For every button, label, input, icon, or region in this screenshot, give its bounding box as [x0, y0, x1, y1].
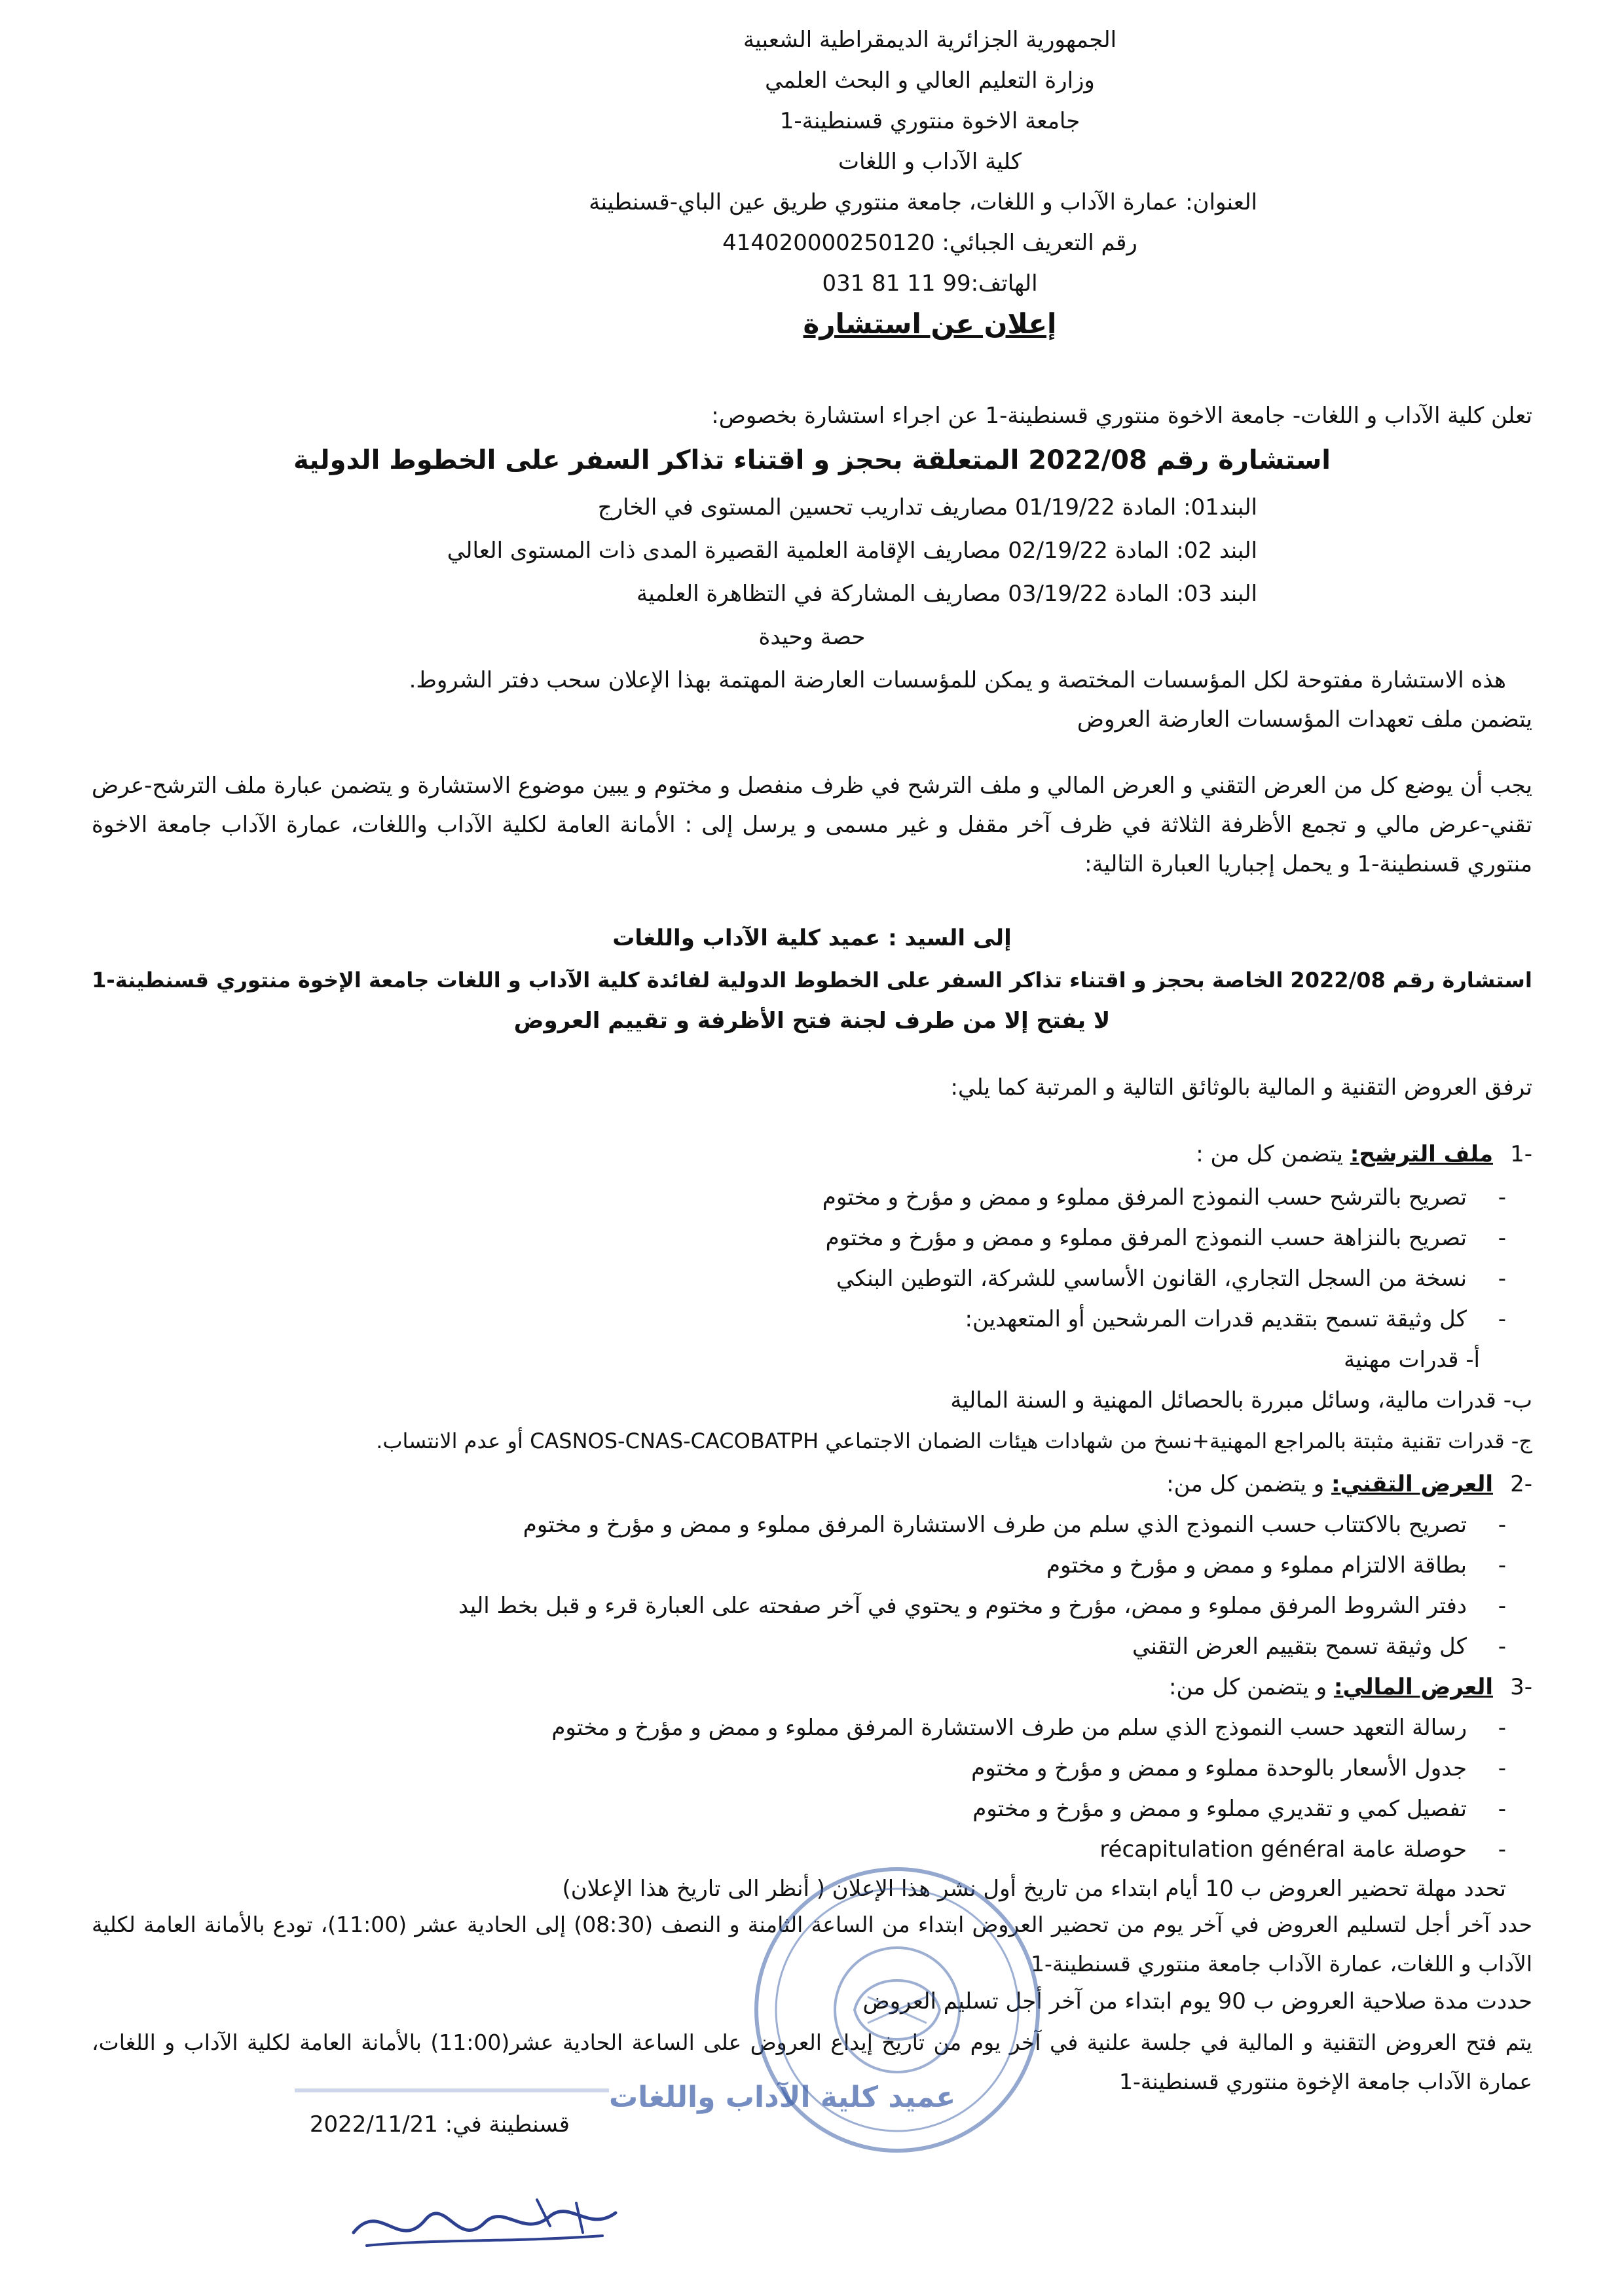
section-candidacy-title: ملف الترشح: — [1350, 1141, 1493, 1167]
validity-period: حددت مدة صلاحية العروض ب 90 يوم ابتداء من آخر أجل تسليم العروض — [862, 1988, 1532, 2014]
envelope-subject: استشارة رقم 2022/08 الخاصة بحجز و اقتناء تذاكر السفر على الخطوط الدولية لفائدة كلية الآداب و اللغات جامعة الإخوة منتوري قسنطينة-1 — [92, 968, 1532, 993]
consultation-title: استشارة رقم 2022/08 المتعلقة بحجز و اقتناء تذاكر السفر على الخطوط الدولية — [293, 445, 1331, 475]
section-technical-header: -2العرض التقني: و يتضمن كل من: — [1166, 1471, 1532, 1497]
signature-date: قسنطينة في: 2022/11/21 — [309, 2111, 570, 2138]
list-item: -تصريح بالترشح حسب النموذج المرفق مملوء و ممض و مؤرخ و مختوم — [822, 1184, 1506, 1211]
sub-item: ب- قدرات مالية، وسائل مبررة بالحصائل المهنية و السنة المالية — [950, 1387, 1532, 1413]
section-technical-title: العرض التقني: — [1331, 1471, 1493, 1497]
list-item: -تصريح بالنزاهة حسب النموذج المرفق مملوء و ممض و مؤرخ و مختوم — [825, 1225, 1506, 1251]
handwritten-signature — [341, 2187, 629, 2259]
open-consultation-text: هذه الاستشارة مفتوحة لكل المؤسسات المختصة و يمكن للمؤسسات العارضة المهتمة بهذا الإعلان سحب دفتر الشروط. — [409, 667, 1506, 693]
list-item: -كل وثيقة تسمح بتقديم قدرات المرشحين أو المتعهدين: — [965, 1306, 1506, 1332]
ministry-name: وزارة التعليم العالي و البحث العلمي — [765, 67, 1095, 94]
tender-contents-text: يتضمن ملف تعهدات المؤسسات العارضة العروض — [1077, 706, 1532, 733]
university-name: جامعة الاخوة منتوري قسنطينة-1 — [779, 108, 1080, 134]
preparation-deadline: تحدد مهلة تحضير العروض ب 10 أيام ابتداء من تاريخ أول نشر هذا الإعلان ( أنظر الى تاريخ هذا الإعلان) — [562, 1876, 1506, 1902]
page-title: إعلان عن استشارة — [803, 308, 1057, 340]
sub-item: ج- قدرات تقنية مثبتة بالمراجع المهنية+نسخ من شهادات هيئات الضمان الاجتماعي CASNOS-CNAS-CACOBATPH أو عدم الانتساب. — [376, 1429, 1532, 1453]
institution-stamp — [733, 1846, 1061, 2174]
phone: الهاتف:99 11 81 031 — [822, 270, 1038, 297]
list-item: -دفتر الشروط المرفق مملوء و ممض، مؤرخ و مختوم و يحتوي في آخر صفحته على العبارة قرء و قبل بخط اليد — [458, 1593, 1506, 1619]
budget-item-3: البند 03: المادة 03/19/22 مصاريف المشاركة في التظاهرة العلمية — [637, 581, 1257, 607]
section-candidacy-header: -1ملف الترشح: يتضمن كل من : — [1196, 1141, 1532, 1167]
opening-session: يتم فتح العروض التقنية و المالية في جلسة علنية في آخر يوم من تاريخ إيداع العروض على الساعة الحادية عشر(11:00) بالأمانة العامة لكلية الآداب و اللغات، عمارة الآداب جامعة الإخوة منتوري قسنطينة-1 — [92, 2030, 1532, 2094]
list-item: -نسخة من السجل التجاري، القانون الأساسي للشركة، التوطين البنكي — [836, 1266, 1506, 1292]
list-item: -رسالة التعهد حسب النموذج الذي سلم من طرف الاستشارة المرفق مملوء و ممض و مؤرخ و مختوم — [551, 1715, 1506, 1741]
envelope-notice: لا يفتح إلا من طرف لجنة فتح الأظرفة و تقييم العروض — [513, 1008, 1111, 1034]
sub-item: أ- قدرات مهنية — [1344, 1347, 1480, 1373]
list-item: -بطاقة الالتزام مملوء و ممض و مؤرخ و مختوم — [1046, 1552, 1506, 1578]
faculty-name: كلية الآداب و اللغات — [838, 149, 1022, 175]
section-financial-title: العرض المالي: — [1333, 1674, 1493, 1700]
budget-item-1: البند01: المادة 01/19/22 مصاريف تداريب تحسين المستوى في الخارج — [597, 494, 1257, 520]
envelope-instructions: يجب أن يوضع كل من العرض التقني و العرض المالي و ملف الترشح في ظرف منفصل و مختوم و يبين موضوع الاستشارة و يتضمن عبارة ملف الترشح-عرض تقني-عرض مالي و تجمع الأظرفة الثلاثة في ظرف آخر مقفل و غير مسمى و يرسل إلى : الأمانة العامة لكلية الآداب واللغات، عمارة الآداب جامعة الاخوة منتوري قسنطينة-1 و يحمل إجباريا العبارة التالية: — [92, 773, 1532, 877]
republic-name: الجمهورية الجزائرية الديمقراطية الشعبية — [743, 27, 1117, 53]
list-item: -تفصيل كمي و تقديري مملوء و ممض و مؤرخ و مختوم — [972, 1796, 1506, 1822]
attachments-intro: ترفق العروض التقنية و المالية بالوثائق التالية و المرتبة كما يلي: — [950, 1074, 1532, 1101]
address: العنوان: عمارة الآداب و اللغات، جامعة منتوري طريق عين الباي-قسنطينة — [589, 189, 1257, 215]
intro-text: تعلن كلية الآداب و اللغات- جامعة الاخوة منتوري قسنطينة-1 عن اجراء استشارة بخصوص: — [711, 403, 1532, 429]
addressee: إلى السيد : عميد كلية الآداب واللغات — [612, 925, 1012, 951]
lot-text: حصة وحيدة — [758, 624, 866, 650]
list-item: -تصريح بالاكتتاب حسب النموذج الذي سلم من طرف الاستشارة المرفق مملوء و ممض و مؤرخ و مختوم — [523, 1512, 1506, 1538]
budget-item-2: البند 02: المادة 02/19/22 مصاريف الإقامة العلمية القصيرة المدى ذات المستوى العالي — [447, 538, 1257, 564]
list-item: -كل وثيقة تسمح بتقييم العرض التقني — [1132, 1633, 1506, 1660]
list-item: -حوصلة عامة récapitulation général — [1099, 1836, 1506, 1863]
list-item: -جدول الأسعار بالوحدة مملوء و ممض و مؤرخ و مختوم — [971, 1755, 1506, 1781]
dean-stamp-text: عميد كلية الآداب واللغات — [609, 2081, 956, 2114]
submission-deadline: حدد آخر أجل لتسليم العروض في آخر يوم من تحضير العروض ابتداء من الساعة الثامنة و النصف (08:30) إلى الحادية عشر (11:00)، تودع بالأمانة العامة لكلية الآداب و اللغات، عمارة الآداب جامعة منتوري قسنطينة-1 — [92, 1912, 1532, 1977]
section-financial-header: -3العرض المالي: و يتضمن كل من: — [1169, 1674, 1532, 1700]
dean-stamp — [288, 2069, 956, 2121]
tax-id: رقم التعريف الجبائي: 414020000250120 — [722, 230, 1137, 256]
